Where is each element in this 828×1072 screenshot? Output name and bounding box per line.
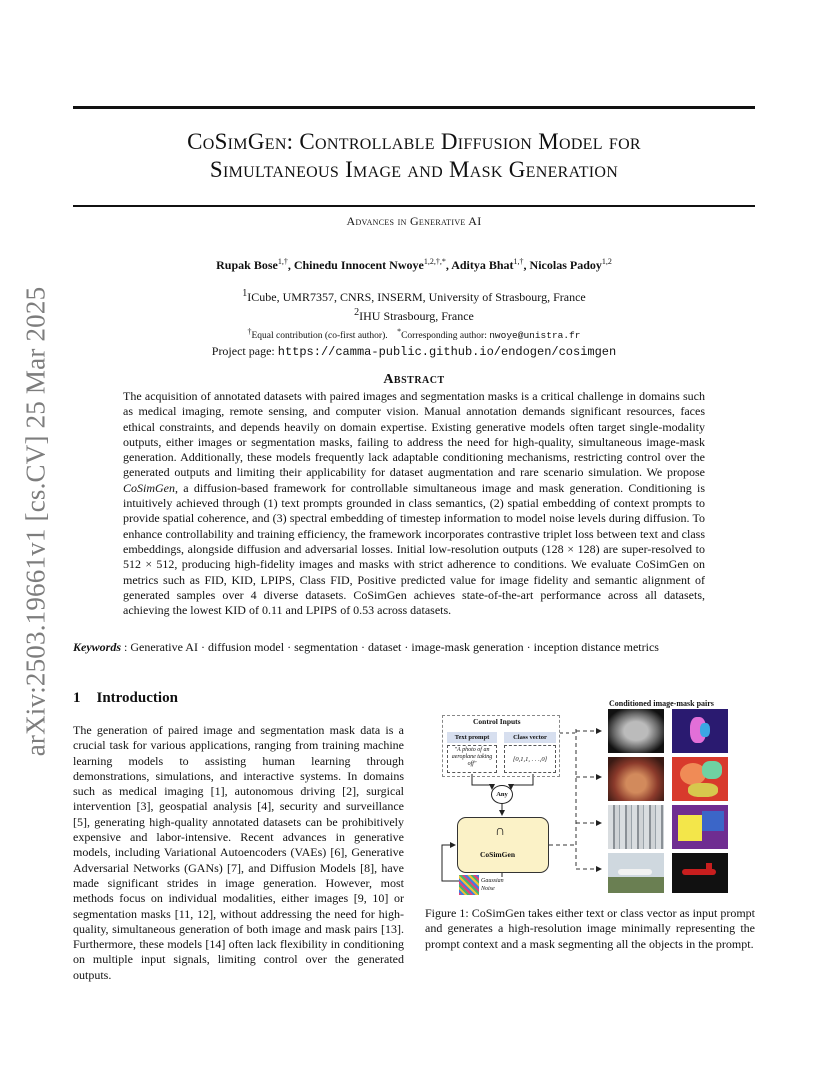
author-sep: , <box>445 258 452 272</box>
section-number: 1 <box>73 690 81 706</box>
cosimgen-model-box <box>457 817 549 873</box>
project-url-link[interactable]: https://camma-public.github.io/endogen/cosimgen <box>277 345 617 360</box>
author-name: Aditya Bhat <box>451 258 514 272</box>
model-loop-icon: ∩ <box>495 824 506 839</box>
generated-image-surgery <box>608 757 664 801</box>
author-list <box>73 257 755 273</box>
author-name: Chinedu Innocent Nwoye <box>293 258 424 272</box>
corr-sup: * <box>397 327 402 336</box>
pairs-title: Conditioned image-mask pairs <box>609 699 714 708</box>
equal-note: Equal contribution (co-first author). <box>251 331 388 342</box>
title-bottom-rule <box>73 205 755 207</box>
author <box>451 258 529 272</box>
text-prompt-example: "A photo of an aeroplane taking off" <box>451 747 493 767</box>
project-page <box>73 344 755 360</box>
project-label: Project page: <box>211 344 278 359</box>
author-name: Rupak Bose <box>216 258 278 272</box>
any-node-label: Any <box>496 791 508 798</box>
figure-1 <box>425 697 755 897</box>
generated-mask-ct <box>672 709 728 753</box>
generated-mask-aeroplane <box>672 853 728 893</box>
corr-label: Corresponding author: <box>401 331 490 342</box>
section-heading <box>73 690 178 707</box>
abstract-text-1: The acquisition of annotated datasets with paired images and segmentation masks is a critical challenge in domains such as medical imaging, remote sensing, and computer vision. Manual annotation demands significant resources, faces ethical constraints, and depends heavily on domain expertise. Existing generative models often target single-modality outputs, either images or segmentation masks, failing to address the need for high-quality, simultaneous image-mask generation. Additionally, these models frequently lack adaptable conditioning mechanisms, restricting control over the generated outputs and limiting their applicability for dataset augmentation and rare scenario simulation. We propose <box>123 389 705 480</box>
affiliation-2 <box>73 305 755 324</box>
noise-label <box>481 877 515 893</box>
affil-sup: 2 <box>354 307 360 318</box>
affiliations <box>73 286 755 360</box>
author-sep: , <box>287 258 294 272</box>
running-title: Advances in Generative AI <box>346 214 482 228</box>
author <box>216 258 294 272</box>
corresponding-email-link[interactable]: nwoye@unistra.fr <box>489 330 581 342</box>
gaussian-noise-image <box>459 875 479 895</box>
author-sep: , <box>523 258 530 272</box>
affil-text: IHU Strasbourg, France <box>359 309 474 323</box>
class-vector-label: Class vector <box>513 734 547 741</box>
text-prompt-tag <box>447 732 497 743</box>
section-title: Introduction <box>96 690 178 706</box>
generated-mask-aerial <box>672 805 728 849</box>
abstract-heading: Abstract <box>383 372 445 387</box>
generated-image-aeroplane <box>608 853 664 893</box>
class-vector-box <box>504 745 556 773</box>
keywords-label: Keywords <box>73 640 121 654</box>
title-line-2: Simultaneous Image and Mask Generation <box>209 157 619 182</box>
text-prompt-label: Text prompt <box>454 734 490 741</box>
generated-image-ct <box>608 709 664 753</box>
any-node <box>491 785 513 804</box>
arxiv-stamp-text: arXiv:2503.19661v1 [cs.CV] 25 Mar 2025 <box>20 286 51 756</box>
author <box>294 258 451 272</box>
abstract-body <box>123 389 705 618</box>
author <box>530 258 612 272</box>
noise-label-text: Gaussian Noise <box>481 878 504 892</box>
affil-text: ICube, UMR7357, CNRS, INSERM, University of Strasbourg, France <box>247 290 586 304</box>
equal-sup: † <box>247 327 252 336</box>
class-vector-tag <box>504 732 556 743</box>
generated-image-aerial <box>608 805 664 849</box>
author-name: Nicolas Padoy <box>529 258 602 272</box>
contribution-note <box>73 324 755 344</box>
text-prompt-box <box>447 745 497 773</box>
author-sup: 1,2 <box>601 257 612 266</box>
model-name-label: CoSimGen <box>480 850 516 859</box>
generated-mask-surgery <box>672 757 728 801</box>
author-sup: 1,† <box>277 257 288 266</box>
author-sup: 1,† <box>513 257 524 266</box>
paper-title <box>73 128 755 184</box>
class-vector-example: [0,1,1, . . .,0] <box>512 756 548 763</box>
abstract-method-name: CoSimGen <box>123 480 175 495</box>
affil-sup: 1 <box>242 288 248 299</box>
keywords-text: : Generative AI · diffusion model · segmentation · dataset · image-mask generation · inception distance metrics <box>121 640 659 654</box>
arxiv-stamp <box>16 282 56 760</box>
title-top-rule <box>73 106 755 109</box>
control-inputs-title: Control Inputs <box>473 717 521 726</box>
author-sup: 1,2,†,* <box>423 257 446 266</box>
affiliation-1 <box>73 286 755 305</box>
title-line-1: CoSimGen: Controllable Diffusion Model for <box>187 129 641 154</box>
abstract-text-2: , a diffusion-based framework for controllable simultaneous image and mask generation. Conditioning is intuitively achieved through (1) text prompts grounded in class semantics, (2) spatial embedding of context prompts to provide spatial coherence, and (3) spectral embedding of timestep information to model noise levels during diffusion. To enhance controllability and training efficiency, the framework incorporates contrastive triplet loss between text and class embeddings, alongside diffusion and adversarial losses. Initial low-resolution outputs (128 × 128) are super-resolved to 512 × 512, producing high-fidelity images and masks with strict adherence to conditions. We evaluate CoSimGen on metrics such as FID, KID, LPIPS, Class FID, Positive predicted value for image fidelity and semantic alignment of generated samples over 4 diverse datasets. CoSimGen achieves state-of-the-art performance across all datasets, achieving the lowest KID of 0.11 and LPIPS of 0.53 across datasets. <box>123 480 705 618</box>
intro-paragraph: The generation of paired image and segmentation mask data is a crucial task for various applications, ranging from training machine learning models to assisting human learning through demonstrations, simulations, and interactive systems. In domains such as medical imaging [1], autonomous driving [2], surgical intervention [3], geospatial analysis [4], security and surveillance [5], generating high-quality annotated datasets can be prohibitively expensive and labor-intensive. Recent advances in generative models, including Variational Autoencoders (VAEs) [6], Generative Adversarial Networks (GANs) [7], and Diffusion Models [8], have made significant strides in image generation. However, most methods focus on individual modalities, either images [9, 10] or segmentation masks [11, 12], without addressing the need for high-quality, simultaneous generation of both image and mask pairs [13]. Furthermore, these models [14] often lack flexibility in conditioning on multiple input signals, limiting control over the generated outputs. <box>73 723 404 982</box>
keywords <box>73 640 755 655</box>
figure-1-caption: Figure 1: CoSimGen takes either text or class vector as input prompt and generates a high-resolution image minimally representing the prompt context and a mask segmenting all the objects in the prompt. <box>425 906 755 951</box>
